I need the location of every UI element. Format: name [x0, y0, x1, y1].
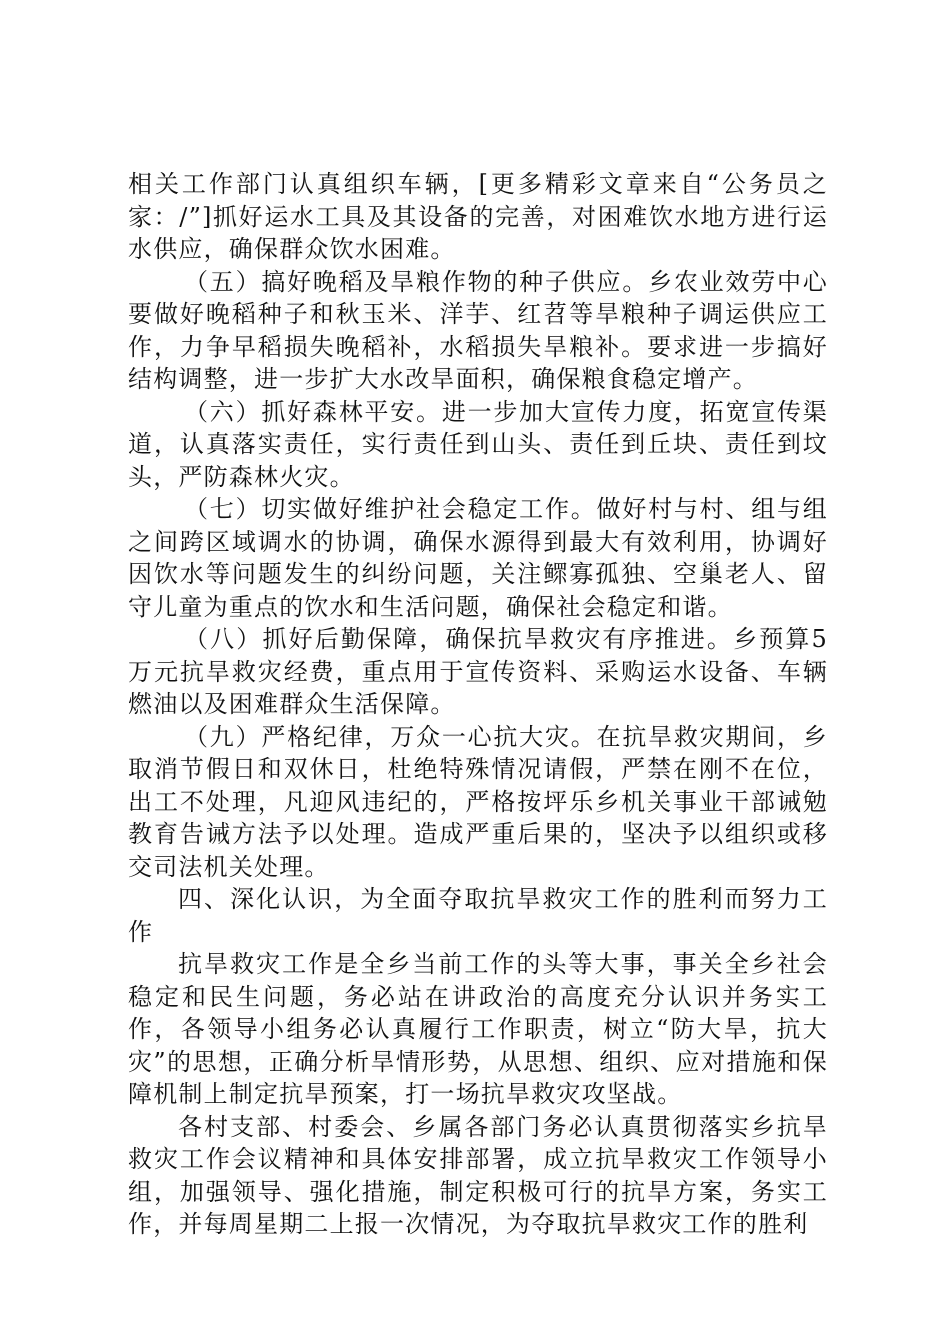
section-heading-four: 四、深化认识，为全面夺取抗旱救灾工作的胜利而努力工作	[128, 885, 828, 946]
paragraph-logistics: （八）抓好后勤保障，确保抗旱救灾有序推进。乡预算5万元抗旱救灾经费，重点用于宣传资料、采购运水设备、车辆燃油以及困难群众生活保障。	[128, 625, 828, 718]
document-page	[128, 168, 828, 1241]
paragraph-discipline: （九）严格纪律，万众一心抗大灾。在抗旱救灾期间，乡取消节假日和双休日，杜绝特殊情况请假，严禁在刚不在位，出工不处理，凡迎风违纪的，严格按坪乐乡机关事业干部诫勉教育告诫方法予以处理。造成严重后果的，坚决予以组织或移交司法机关处理。	[128, 722, 828, 881]
paragraph-implementation: 各村支部、村委会、乡属各部门务必认真贯彻落实乡抗旱救灾工作会议精神和具体安排部署，成立抗旱救灾工作领导小组，加强领导、强化措施，制定积极可行的抗旱方案，务实工作，并每周星期二上报一次情况，为夺取抗旱救灾工作的胜利	[128, 1112, 828, 1238]
paragraph-transport: 相关工作部门认真组织车辆，[更多精彩文章来自“公务员之家：/”]抓好运水工具及其设备的完善，对困难饮水地方进行运水供应，确保群众饮水困难。	[128, 170, 828, 263]
paragraph-social-stability: （七）切实做好维护社会稳定工作。做好村与村、组与组之间跨区域调水的协调，确保水源得到最大有效利用，协调好因饮水等问题发生的纠纷问题，关注鳏寡孤独、空巢老人、留守儿童为重点的饮水和生活问题，确保社会稳定和谐。	[128, 495, 828, 621]
paragraph-awareness: 抗旱救灾工作是全乡当前工作的头等大事，事关全乡社会稳定和民生问题，务必站在讲政治的高度充分认识并务实工作，各领导小组务必认真履行工作职责，树立“防大旱，抗大灾”的思想，正确分析旱情形势，从思想、组织、应对措施和保障机制上制定抗旱预案，打一场抗旱救灾攻坚战。	[128, 950, 828, 1108]
paragraph-forest-safety: （六）抓好森林平安。进一步加大宣传力度，拓宽宣传渠道，认真落实责任，实行责任到山头、责任到丘块、责任到坟头，严防森林火灾。	[128, 397, 828, 491]
paragraph-seed-supply: （五）搞好晚稻及旱粮作物的种子供应。乡农业效劳中心要做好晚稻种子和秋玉米、洋芋、红苕等旱粮种子调运供应工作，力争早稻损失晚稻补，水稻损失旱粮补。要求进一步搞好结构调整，进一步扩大水改旱面积，确保粮食稳定增产。	[128, 267, 828, 393]
